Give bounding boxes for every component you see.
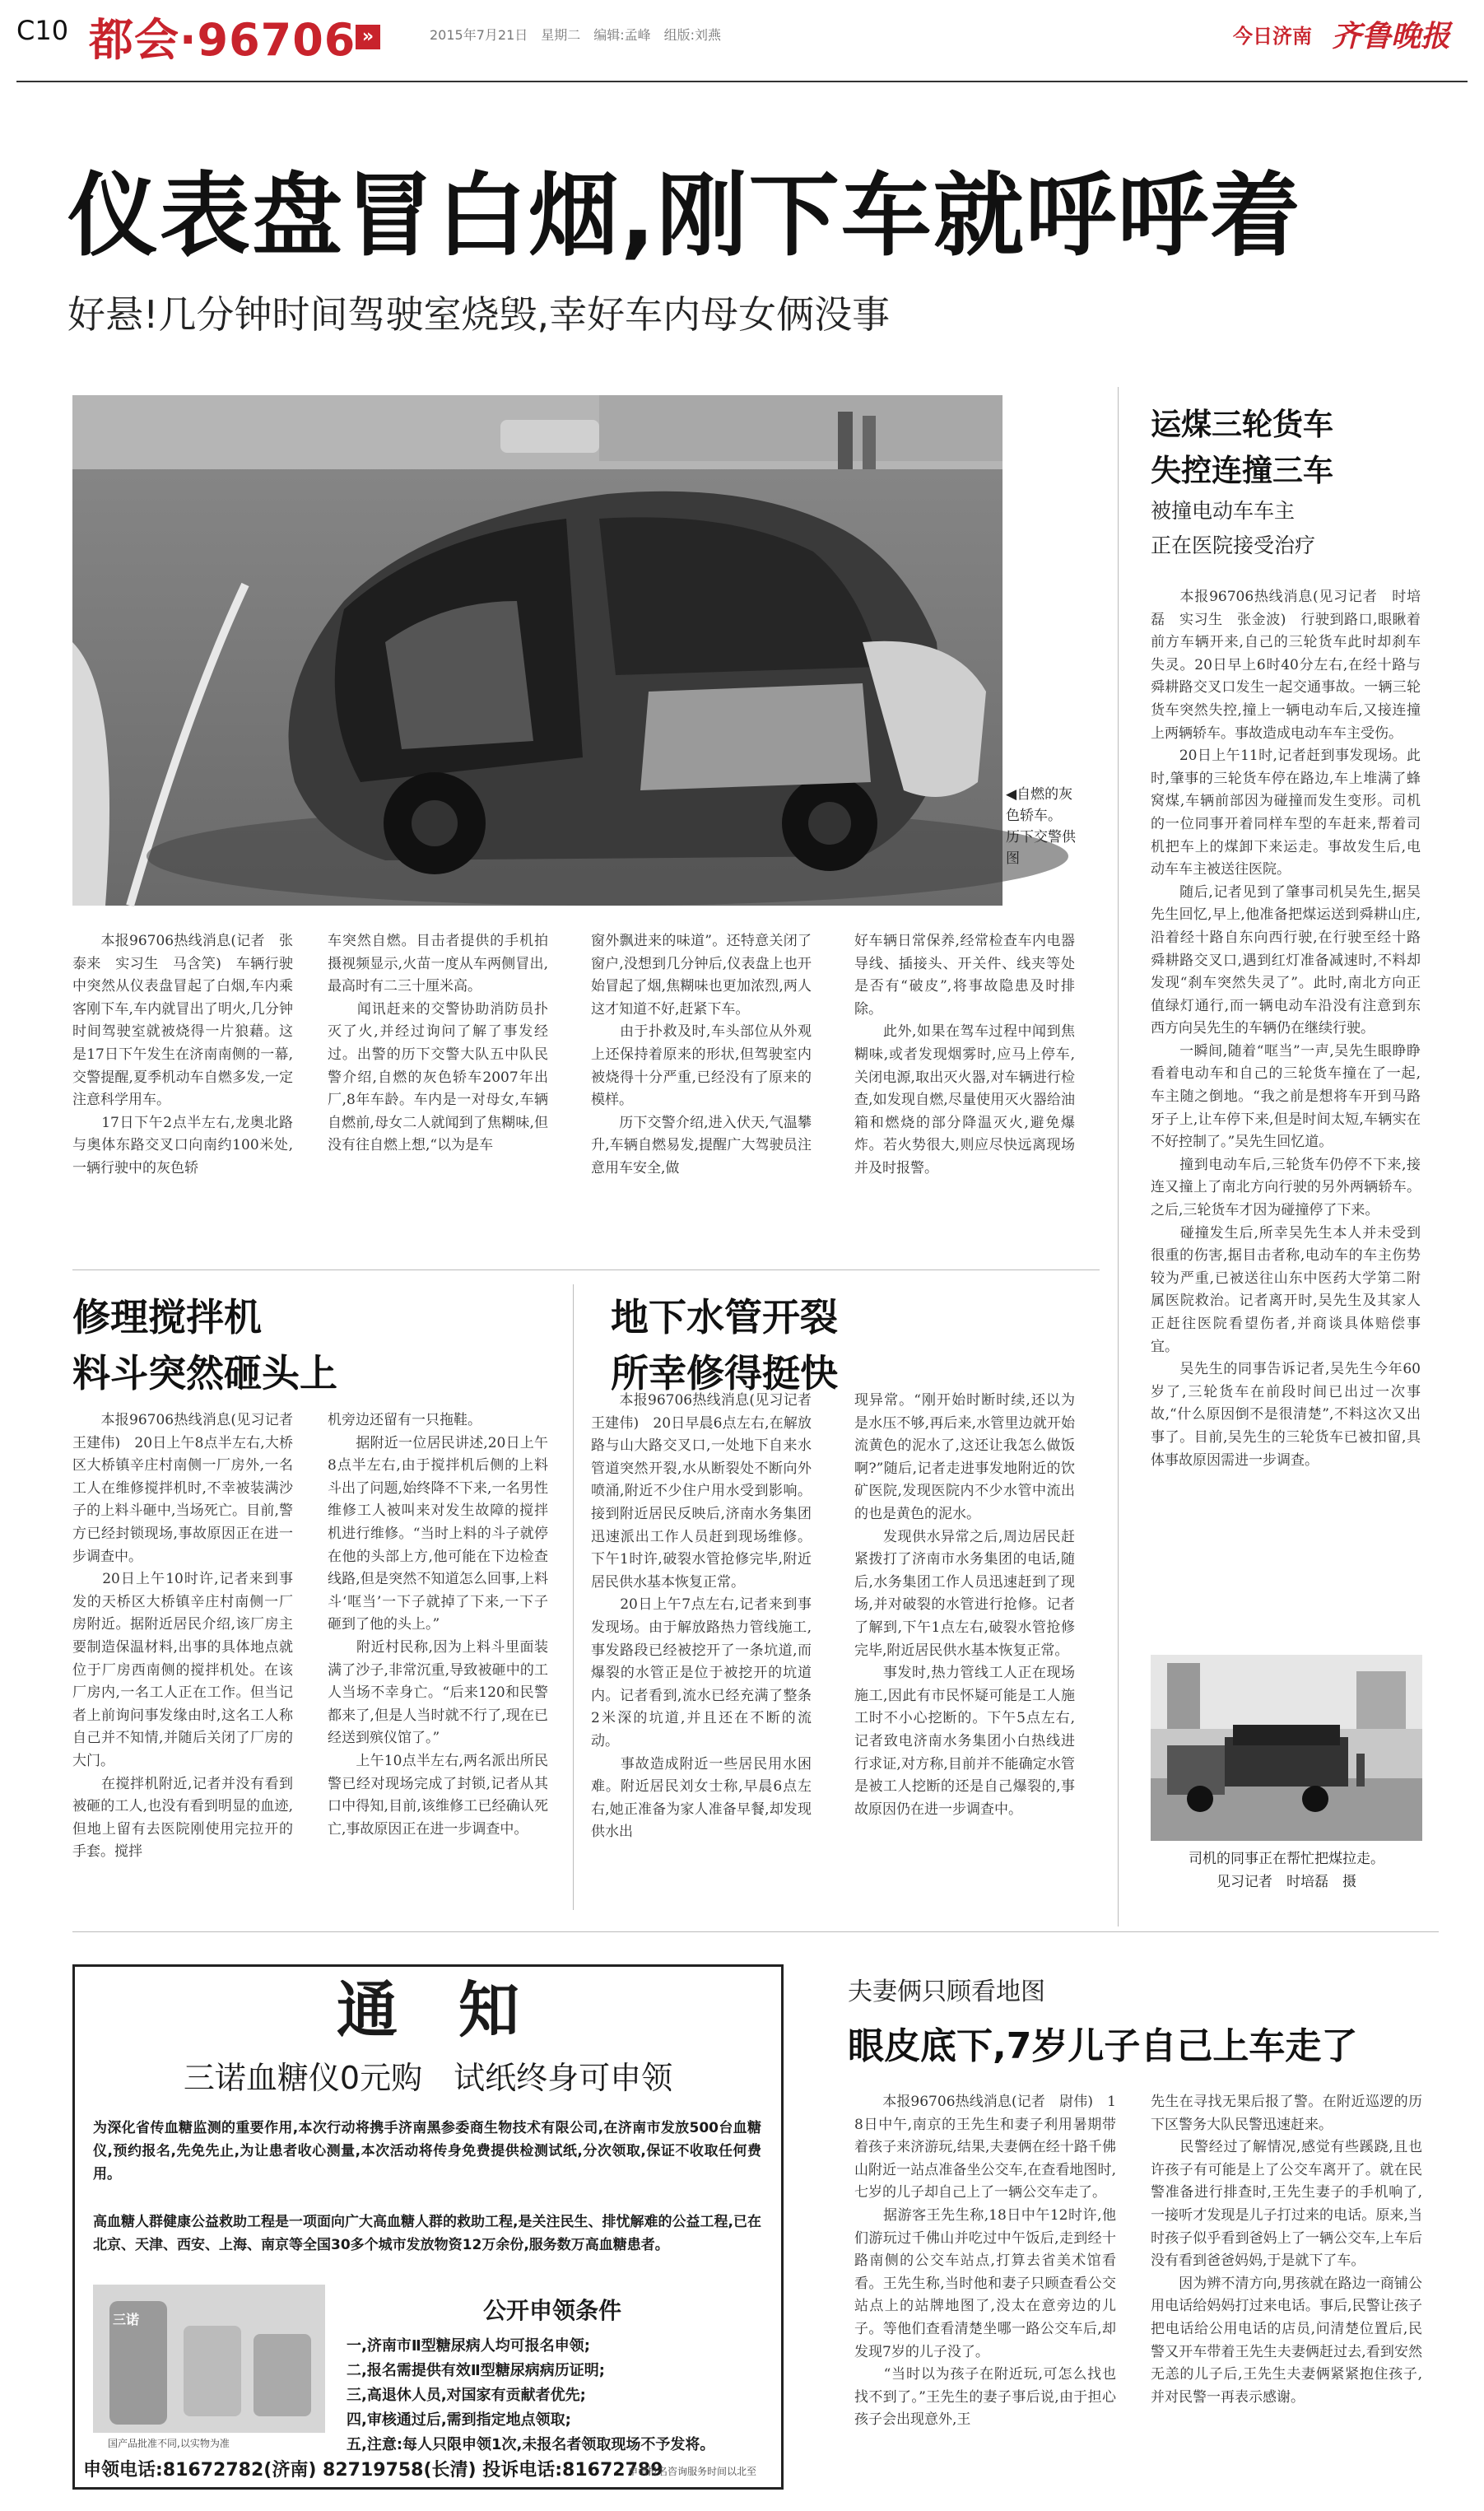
- lead-column-4: 好车辆日常保养,经常检查车内电器导线、插接头、开关件、线夹等处是否有“破皮”,将事故隐患及时排除。 此外,如果在驾车过程中闻到焦糊味,或者发现烟雾时,应马上停车,关闭电源,取出灭火器,对车辆进行检查,如发现自燃,尽量使用灭火器给油箱和燃烧的部分降温灭火,避免爆炸。若火势很大,则应尽快远离现场并及时报警。: [854, 933, 1075, 1176]
- bottom-rule: [72, 1931, 1439, 1932]
- right-column-divider: [1118, 387, 1119, 1926]
- product-note: 国产品批准不同,以实物为准: [108, 2438, 230, 2449]
- section-name: 都会·96706: [89, 14, 356, 66]
- header-meta: 2015年7月21日 星期二 编辑:孟峰 组版:刘燕: [430, 27, 722, 43]
- product-image: [93, 2285, 325, 2433]
- coal-headline: 运煤三轮货车 失控连撞三车: [1151, 407, 1333, 488]
- coal-truck-photo: [1151, 1655, 1422, 1841]
- page-number: C10: [16, 15, 69, 46]
- pipe-column-1: 本报96706热线消息(见习记者 王建伟) 20日早晨6点左右,在解放路与山大路交叉口,一处地下自来水管道突然开裂,水从断裂处不断向外喷涌,附近不少住户用水受到影响。接到附近居民反映后,济南水务集团迅速派出工作人员赶到现场维修。下午1时许,破裂水管抢修完毕,附近居民供水基本恢复正常。 20日上午7点左右,记者来到事发现场。由于解放路热力管线施工,事发路段已经被挖开了一条坑道,而爆裂的水管正是位于被挖开的坑道内。记者看到,流水已经充满了整条2米深的坑道,并且还在不断的流动。 事故造成附近一些居民用水困难。附近居民刘女士称,早晨6点左右,她正准备为家人准备早餐,却发现供水出: [591, 1392, 812, 1841]
- notice-paragraph-1: 为深化省传血糖监测的重要作用,本次行动将携手济南黑参委商生物技术有限公司,在济南市发放500台血糖仪,预约报名,先免先止,为让患者收心测量,本次活动将传身免费提供检测试纸,分次领取,保证不收取任何费用。: [93, 2120, 761, 2183]
- lead-column-3: 窗外飘进来的味道”。还特意关闭了窗户,没想到几分钟后,仪表盘上也开始冒起了烟,焦糊味也更加浓烈,两人这才知道不好,赶紧下车。 由于扑救及时,车头部位从外观上还保持着原来的形状,但驾驶室内被烧得十分严重,已经没有了原来的模样。 历下交警介绍,进入伏天,气温攀升,车辆自燃易发,提醒广大驾驶员注意用车安全,做: [591, 933, 812, 1176]
- condition-item: 二,报名需提供有效Ⅱ型糖尿病病历证明;: [347, 2362, 605, 2379]
- condition-item: 一,济南市Ⅱ型糖尿病人均可报名申领;: [347, 2337, 590, 2355]
- lead-subhead: 好悬!几分钟时间驾驶室烧毁,幸好车内母女俩没事: [67, 292, 891, 337]
- lead-headline: 仪表盘冒白烟,刚下车就呼呼着: [67, 163, 1302, 268]
- notice-title: 通 知: [337, 1975, 519, 2046]
- product-label: 三诺: [113, 2312, 140, 2327]
- pipe-divider: [573, 1284, 574, 1910]
- row-rule: [72, 1269, 1100, 1270]
- couple-column-2: 先生在寻找无果后报了警。在附近巡逻的历下区警务大队民警迅速赶来。 民警经过了解情况,感觉有些蹊跷,且也许孩子有可能是上了公交车离开了。就在民警准备进行排查时,王先生妻子的手机响了,一接听才发现是儿子打过来的电话。原来,当时孩子似乎看到爸妈上了一辆公交车,上车后没有看到爸爸妈妈,于是就下了车。 因为辨不清方向,男孩就在路边一商铺公用电话给妈妈打过来电话。事后,民警让孩子把电话给公用电话的店员,问清楚位置后,民警又开车带着王先生夫妻俩赶过去,看到安然无恙的儿子后,王先生夫妻俩紧紧抱住孩子,并对民警一再表示感谢。: [1151, 2094, 1422, 2406]
- notice-phone-line: 申领电话:81672782(济南) 82719758(长清) 投诉电话:81672789: [83, 2460, 663, 2481]
- pipe-column-2: 现异常。“刚开始时断时续,还以为是水压不够,再后来,水管里边就开始流黄色的泥水了,这还让我怎么做饭啊?”随后,记者走进事发地附近的饮矿医院,发现医院内不少水管中流出的也是黄色的泥水。 发现供水异常之后,周边居民赶紧拨打了济南市水务集团的电话,随后,水务集团工作人员迅速赶到了现场,并对破裂的水管进行抢修。记者了解到,下午1点左右,破裂水管抢修完毕,附近居民供水基本恢复正常。 事发时,热力管线工人正在现场施工,因此有市民怀疑可能是工人施工时不小心挖断的。下午5点左右,记者致电济南水务集团小白热线进行求证,对方称,目前并不能确定水管是被工人挖断的还是自己爆裂的,事故原因仍在进一步调查中。: [854, 1392, 1075, 1818]
- mixer-column-2: 机旁边还留有一只拖鞋。 据附近一位居民讲述,20日上午8点半左右,由于搅拌机后侧的上料斗出了问题,始终降不下来,一名男性维修工人被叫来对发生故障的搅拌机进行维修。“当时上料的斗子就停在他的头部上方,他可能在下边检查线路,但是突然不知道怎么回事,上料斗‘哐当’一下子就掉了下来,一下子砸到了他的头上。” 附近村民称,因为上料斗里面装满了沙子,非常沉重,导致被砸中的工人当场不幸身亡。“后来120和民警都来了,但是人当时就不行了,现在已经送到殡仪馆了。” 上午10点半左右,两名派出所民警已经对现场完成了封锁,记者从其口中得知,目前,该维修工已经确认死亡,事故原因正在进一步调查中。: [328, 1412, 548, 1838]
- conditions-list: [347, 2334, 758, 2457]
- notice-subtitle: 三诺血糖仪0元购 试纸终身可申领: [183, 2060, 673, 2096]
- conditions-title: 公开申领条件: [482, 2297, 621, 2324]
- header-tag: 今日济南: [1233, 25, 1312, 48]
- coal-photo-caption: 司机的同事正在帮忙把煤拉走。 见习记者 时培磊 摄: [1189, 1851, 1384, 1890]
- condition-item: 五,注意:每人只限申领1次,未报名者领取现场不予发将。: [347, 2436, 715, 2453]
- couple-headline: 眼皮底下,7岁儿子自己上车走了: [848, 2025, 1358, 2067]
- couple-column-1: 本报96706热线消息(记者 尉伟) 18日中午,南京的王先生和妻子利用暑期带着孩子来济游玩,结果,夫妻俩在经十路千佛山附近一站点准备坐公交车,在查看地图时,七岁的儿子却自己上了一辆公交车走了。 据游客王先生称,18日中午12时许,他们游玩过千佛山并吃过中午饭后,走到经十路南侧的公交车站点,打算去省美术馆看看。王先生称,当时他和妻子只顾查看公交站点上的站牌地图了,没太在意旁边的儿子。等他们查看清楚坐哪一路公交车后,却发现7岁的儿子没了。 “当时以为孩子在附近玩,可怎么找也找不到了。”王先生的妻子事后说,由于担心孩子会出现意外,王: [854, 2094, 1116, 2429]
- newspaper-logo: 齐鲁晚报: [1332, 19, 1451, 54]
- lead-column-2: 车突然自燃。目击者提供的手机拍摄视频显示,火苗一度从车两侧冒出,最高时有二三十厘米高。 闻讯赶来的交警协助消防员扑灭了火,并经过询问了解了事发经过。出警的历下交警大队五中队民警介绍,自燃的灰色轿车2007年出厂,8年车龄。车内是一对母女,车辆自燃前,母女二人就闻到了焦糊味,但没有往自燃上想,“以为是车: [328, 933, 548, 1154]
- condition-item: 三,高退休人员,对国家有贡献者优先;: [347, 2387, 586, 2404]
- notice-paragraph-2: 高血糖人群健康公益救助工程是一项面向广大高血糖人群的救助工程,是关注民生、排忧解难的公益工程,已在北京、天津、西安、上海、南京等全国30多个城市发放物资12万余份,服务数万高血糖患者。: [93, 2214, 761, 2253]
- burned-car-photo: [72, 395, 1003, 906]
- mixer-headline: 修理搅拌机 料斗突然砸头上: [72, 1295, 337, 1395]
- coal-subhead: 被撞电动车车主 正在医院接受治疗: [1151, 499, 1316, 557]
- pipe-headline: 地下水管开裂 所幸修得挺快: [611, 1295, 838, 1395]
- notice-small-print: 申请报名咨询服务时间以北至: [628, 2466, 757, 2477]
- header-rule: [16, 81, 1468, 82]
- condition-item: 四,审核通过后,需到指定地点领取;: [347, 2411, 571, 2429]
- section-arrow-icon: »: [356, 25, 380, 49]
- mixer-column-1: 本报96706热线消息(见习记者 王建伟) 20日上午8点半左右,大桥区大桥镇辛庄村南侧一厂房外,一名工人在维修搅拌机时,不幸被装满沙子的上料斗砸中,当场死亡。目前,警方已经封锁现场,事故原因正在进一步调查中。 20日上午10时许,记者来到事发的天桥区大桥镇辛庄村南侧一厂房附近。据附近居民介绍,该厂房主要制造保温材料,出事的具体地点就位于厂房西南侧的搅拌机处。在该厂房内,一名工人正在工作。但当记者上前询问事发缘由时,这名工人称自己并不知情,并随后关闭了厂房的大门。 在搅拌机附近,记者并没有看到被砸的工人,也没有看到明显的血迹,但地上留有去医院刚使用完拉开的手套。搅拌: [72, 1412, 293, 1861]
- lead-photo-caption: ◀自燃的灰色轿车。 历下交警供图: [1006, 786, 1076, 867]
- notice-ad: [72, 1964, 784, 2490]
- coal-article-body: 本报96706热线消息(见习记者 时培磊 实习生 张金波) 行驶到路口,眼瞅着前方车辆开来,自己的三轮货车此时却刹车失灵。20日早上6时40分左右,在经十路与舜耕路交叉口发生一起交通事故。一辆三轮货车突然失控,撞上一辆电动车后,又接连撞上两辆轿车。事故造成电动车车主受伤。 20日上午11时,记者赶到事发现场。此时,肇事的三轮货车停在路边,车上堆满了蜂窝煤,车辆前部因为碰撞而发生变形。司机的一位同事开着同样车型的车赶来,帮着司机把车上的煤卸下来运走。事故发生后,电动车车主被送往医院。 随后,记者见到了肇事司机吴先生,据吴先生回忆,早上,他准备把煤运送到舜耕山庄,沿着经十路自东向西行驶,在行驶至经十路舜耕路交叉口,遇到红灯准备减速时,不料却发现“刹车突然失灵了”。此时,南北方向正值绿灯通行,而一辆电动车沿没有注意到东西方向吴先生的车辆仍在继续行驶。 一瞬间,随着“哐当”一声,吴先生眼睁睁看着电动车和自己的三轮货车撞在了一起,车主随之倒地。“我之前是想将车开到马路牙子上,让车停下来,但是时间太短,车辆实在不好控制了。”吴先生回忆道。 撞到电动车后,三轮货车仍停不下来,接连又撞上了南北方向行驶的另外两辆轿车。之后,三轮货车才因为碰撞停了下来。 碰撞发生后,所幸吴先生本人并未受到很重的伤害,据目击者称,电动车的车主伤势较为严重,已被送往山东中医药大学第二附属医院救治。记者离开时,吴先生及其家人正赶往医院看望伤者,并商谈具体赔偿事宜。 吴先生的同事告诉记者,吴先生今年60岁了,三轮货车在前段时间已出过一次事故,“什么原因倒不是很清楚”,不料这次又出事了。目前,吴先生的三轮货车已被扣留,具体事故原因需进一步调查。: [1151, 589, 1421, 1469]
- couple-kicker: 夫妻俩只顾看地图: [848, 1978, 1045, 2006]
- lead-column-1: 本报96706热线消息(记者 张泰来 实习生 马含笑) 车辆行驶中突然从仪表盘冒起了白烟,车内乘客刚下车,车内就冒出了明火,几分钟时间驾驶室就被烧得一片狼藉。这是17日下午发生在济南南侧的一幕,交警提醒,夏季机动车自燃多发,一定注意科学用车。 17日下午2点半左右,龙奥北路与奥体东路交叉口向南约100米处,一辆行驶中的灰色轿: [72, 933, 293, 1176]
